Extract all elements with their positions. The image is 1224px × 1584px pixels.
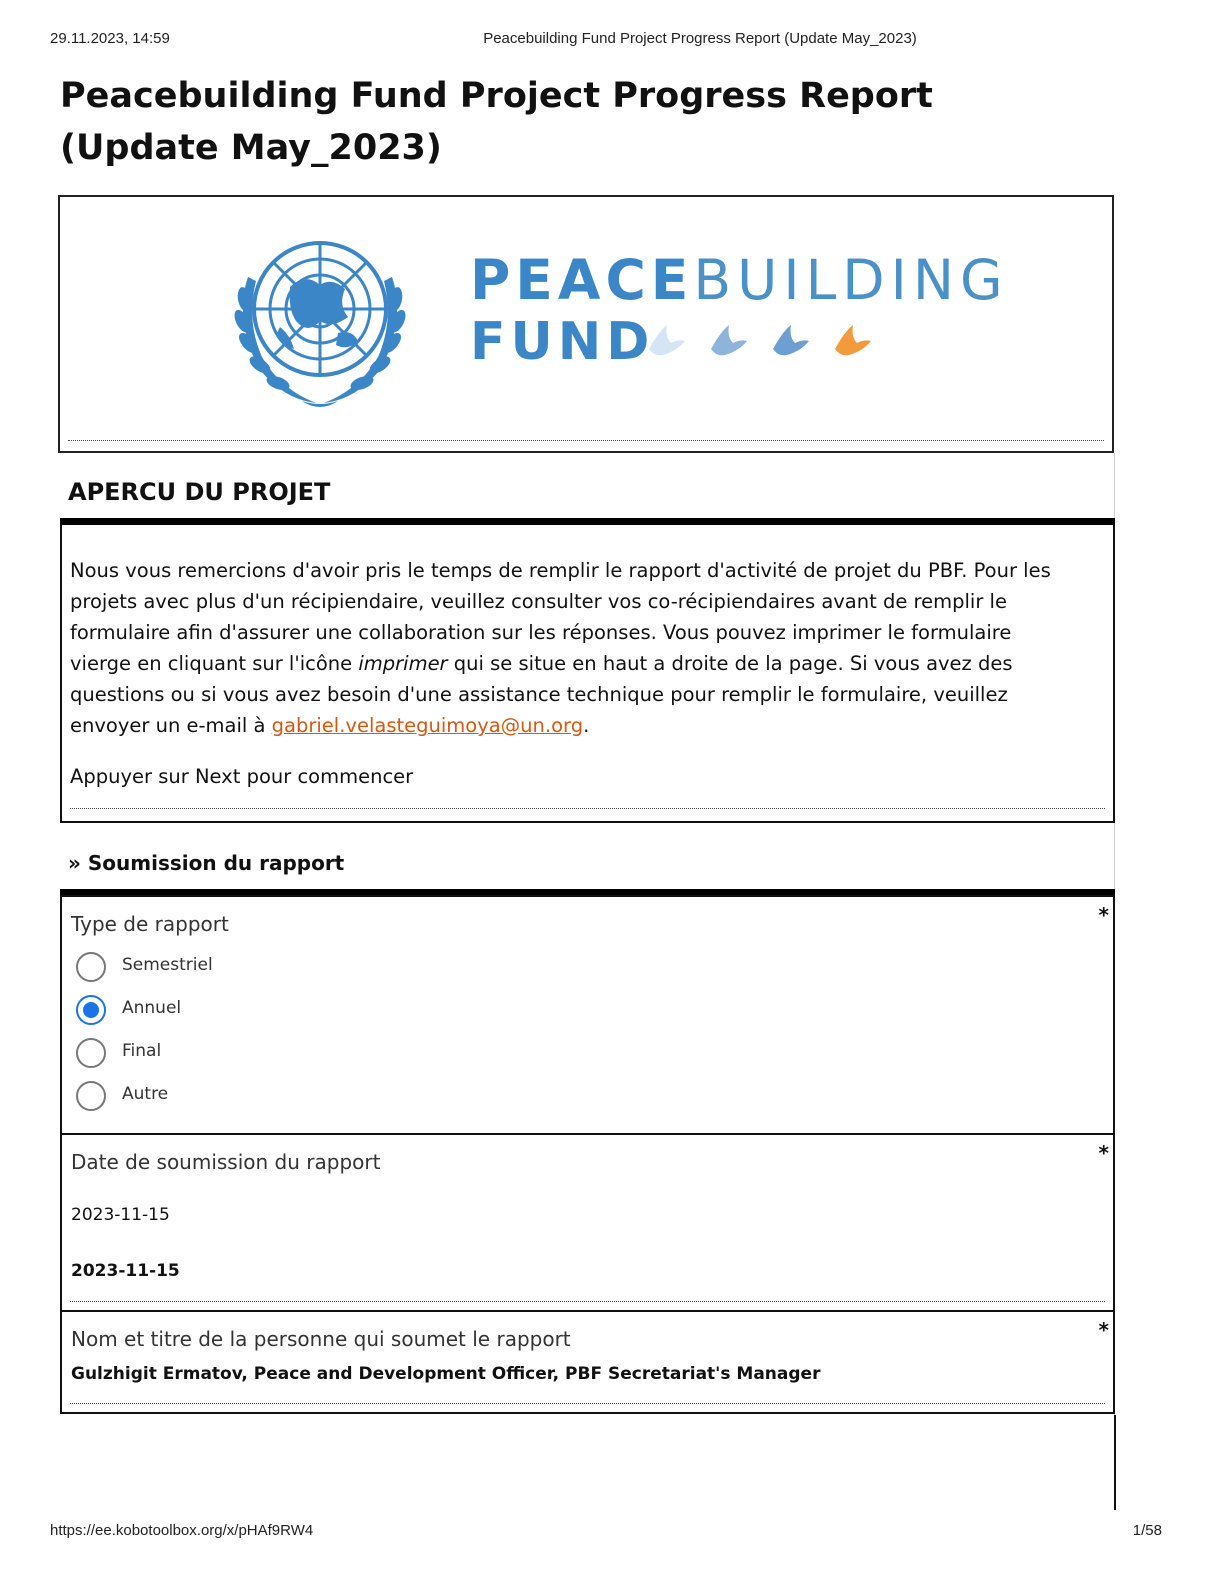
contact-email-link[interactable]: gabriel.velasteguimoya@un.org — [271, 714, 584, 737]
required-mark: * — [1098, 903, 1109, 927]
submission-date-value: 2023-11-15 — [71, 1261, 180, 1281]
section-heading: APERCU DU PROJET — [68, 478, 331, 506]
section-bar — [60, 518, 1115, 525]
required-mark: * — [1098, 1318, 1109, 1342]
page-right-rule-dark — [1114, 1415, 1116, 1510]
start-instruction: Appuyer sur Next pour commencer — [70, 765, 414, 788]
page-number: 1/58 — [1132, 1522, 1162, 1539]
radio-annuel-selected[interactable] — [76, 995, 106, 1025]
report-type-label: Type de rapport — [71, 912, 229, 936]
radio-final[interactable] — [76, 1038, 106, 1068]
un-emblem-icon — [220, 217, 420, 417]
radio-autre[interactable] — [76, 1081, 106, 1111]
logo-word-peace: PEACE — [470, 248, 694, 312]
print-header — [0, 30, 1224, 50]
submitter-divider — [70, 1403, 1105, 1404]
logo-word-fund: FUND — [470, 312, 655, 372]
print-footer — [0, 1522, 1224, 1542]
submission-date-input[interactable]: 2023-11-15 — [71, 1205, 170, 1225]
question-submitter — [60, 1310, 1115, 1414]
radio-semestriel[interactable] — [76, 952, 106, 982]
group-heading[interactable]: » Soumission du rapport — [68, 851, 345, 875]
logo-word-building: BUILDING — [693, 248, 1009, 312]
submitter-value: Gulzhigit Ermatov, Peace and Development Officer, PBF Secretariat's Manager — [71, 1364, 821, 1384]
question-submission-date — [60, 1133, 1115, 1312]
print-document-title: Peacebuilding Fund Project Progress Report (Update May_2023) — [483, 30, 917, 47]
page-title: Peacebuilding Fund Project Progress Report (Update May_2023) — [60, 76, 933, 168]
intro-note — [60, 525, 1115, 823]
submitter-label: Nom et titre de la personne qui soumet le rapport — [71, 1327, 571, 1351]
date-divider — [70, 1301, 1105, 1302]
question-report-type: Type de rapport * Semestriel Annuel Final Autre — [60, 895, 1115, 1135]
print-timestamp: 29.11.2023, 14:59 — [50, 30, 170, 47]
submission-date-label: Date de soumission du rapport — [71, 1150, 381, 1174]
intro-text: Nous vous remercions d'avoir pris le temps de remplir le rapport d'activité de projet du PBF. Pour les projets avec plus d'un récipiendaire, veuillez consulter vos co-récipiendaires avant de remplir le formulaire afin d'assurer une collaboration sur les réponses. Vous pouvez imprimer le formulaire vierge en cliquant sur l'icône imprimer qui se situe en haut a droite de la page. Si vous avez des questions ou si vous avez besoin d'une assistance technique pour remplir le formulaire, veuillez envoyer un e-mail à gabriel.velasteguimoya@un.org. — [70, 559, 1051, 737]
doves-icon — [645, 321, 875, 365]
logo-divider — [68, 440, 1104, 441]
print-url: https://ee.kobotoolbox.org/x/pHAf9RW4 — [50, 1522, 314, 1539]
intro-divider — [70, 808, 1105, 809]
logo-panel — [58, 195, 1114, 453]
required-mark: * — [1098, 1141, 1109, 1165]
